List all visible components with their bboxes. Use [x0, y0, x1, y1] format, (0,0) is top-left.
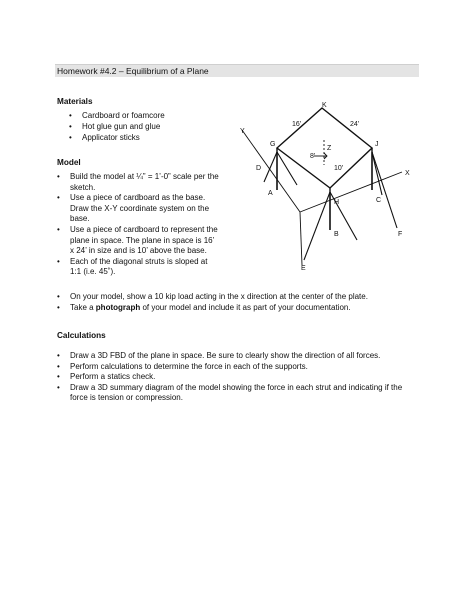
list-item: • Build the model at ¼” = 1’-0” scale per the sketch. — [70, 172, 220, 193]
sketch-load — [314, 140, 327, 165]
label-a: A — [268, 190, 273, 197]
label-f: F — [398, 231, 403, 238]
list-item: • Each of the diagonal struts is sloped at 1:1 (i.e. 45˚). — [70, 257, 220, 278]
sketch-columns — [277, 152, 372, 230]
label-g: G — [270, 141, 276, 148]
label-d: D — [256, 165, 262, 172]
list-item: • Use a piece of cardboard as the base. Draw the X-Y coordinate system on the base. — [70, 193, 220, 225]
label-h: H — [334, 199, 340, 206]
page-title: Homework #4.2 – Equilibrium of a Plane — [55, 64, 419, 77]
list-item: • Perform a statics check. — [70, 372, 415, 383]
plane-sketch — [222, 100, 422, 280]
model-list-continued — [70, 291, 430, 313]
materials-heading: Materials — [57, 97, 93, 106]
list-item: • Draw a 3D summary diagram of the model showing the force in each strut and indicating if the force is tension or compression. — [70, 383, 415, 404]
photo-item-text: Take a — [70, 303, 96, 312]
label-y: Y — [240, 128, 245, 135]
list-item: • Perform calculations to determine the force in each of the supports. — [70, 362, 415, 373]
label-dim-right: 24' — [350, 121, 360, 128]
label-e: E — [301, 265, 306, 272]
label-dim-mid: 8' — [310, 153, 316, 160]
list-item: • Draw a 3D FBD of the plane in space. Be sure to clearly show the direction of all forces. — [70, 351, 415, 362]
calculations-list — [70, 351, 415, 404]
photo-item-bold: photograph — [95, 303, 141, 312]
model-list — [70, 172, 220, 278]
label-k: K — [322, 102, 327, 109]
list-item-photograph — [70, 302, 430, 313]
label-c: C — [376, 197, 382, 204]
label-j: J — [375, 141, 379, 148]
list-item: • Cardboard or foamcore — [82, 110, 222, 121]
x-axis-line — [300, 172, 402, 212]
calculations-heading: Calculations — [57, 331, 106, 340]
label-b: B — [334, 231, 339, 238]
label-load: 10' — [334, 165, 344, 172]
photo-item-text: of your model and include it as part of your documentation. — [140, 303, 351, 312]
materials-list — [82, 110, 222, 143]
label-dim-top: 16' — [292, 121, 302, 128]
model-heading: Model — [57, 158, 81, 167]
list-item: • Use a piece of cardboard to represent the plane in space. The plane in space is 16’ x 24’ in size and is 10’ above the base. — [70, 225, 220, 257]
base-line — [300, 212, 302, 265]
list-item: • On your model, show a 10 kip load acting in the x direction at the center of the plate. — [70, 291, 430, 302]
list-item: • Applicator sticks — [82, 132, 222, 143]
label-z: Z — [327, 145, 332, 152]
list-item: • Hot glue gun and glue — [82, 121, 222, 132]
label-x: X — [405, 170, 410, 177]
